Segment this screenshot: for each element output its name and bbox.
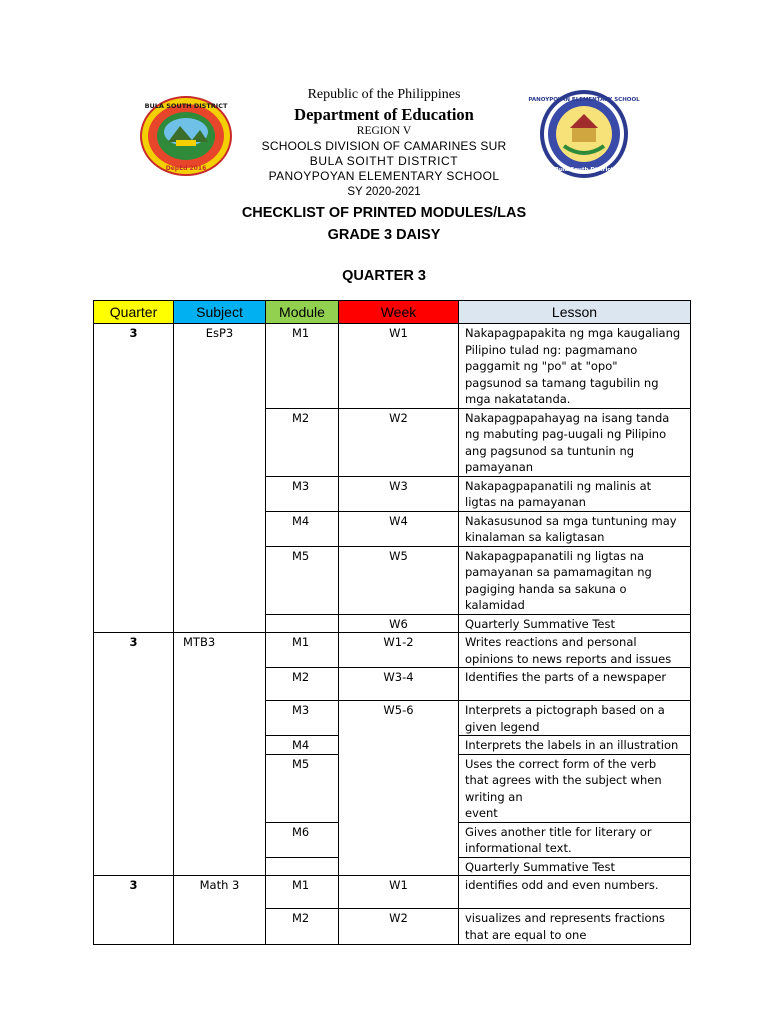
lesson-line: writing an [465, 789, 523, 804]
school-year: SY 2020-2021 [347, 186, 421, 198]
lesson-line: kinalaman sa kaligtasan [465, 530, 605, 544]
week-cell: W6 [339, 614, 459, 633]
week-cell: W2 [339, 909, 459, 945]
lesson-cell [459, 324, 691, 409]
school-name: PANOYPOYAN ELEMENTARY SCHOOL [268, 169, 500, 183]
table-row [94, 324, 691, 409]
lesson-line: Nakapagpapahayag na isang tanda [465, 410, 670, 425]
grade-section: GRADE 3 DAISY [327, 227, 441, 243]
module-cell: M5 [266, 754, 339, 822]
table-header-row [94, 301, 691, 324]
lesson-line: Pilipino tulad ng: pagmamano [465, 342, 638, 357]
module-cell: M1 [266, 324, 339, 409]
lesson-cell [459, 701, 691, 736]
lesson-line: Quarterly Summative Test [465, 859, 616, 874]
table-row [94, 633, 691, 668]
module-cell: M2 [266, 909, 339, 945]
quarter-heading: QUARTER 3 [342, 268, 426, 284]
lesson-cell [459, 668, 691, 701]
table-row [94, 876, 691, 909]
subject-cell: EsP3 [174, 324, 266, 633]
lesson-cell [459, 857, 691, 876]
department-name: Department of Education [294, 105, 474, 124]
lesson-line: visualizes and represents fractions [465, 911, 665, 925]
lesson-line: Nakasusunod sa mga tuntuning may [465, 513, 677, 528]
svg-text:Bula South District: Bula South District [554, 167, 614, 173]
lesson-line: identifies odd and even numbers. [465, 878, 659, 892]
svg-text:DepEd 2016: DepEd 2016 [165, 165, 207, 172]
lesson-cell [459, 876, 691, 909]
lesson-cell [459, 546, 691, 614]
svg-text:PANOYPOYAN ELEMENTARY SCHOOL: PANOYPOYAN ELEMENTARY SCHOOL [528, 97, 640, 103]
lesson-cell [459, 909, 691, 945]
quarter-cell: 3 [94, 324, 174, 633]
module-cell: M2 [266, 408, 339, 476]
lesson-line: Interprets the labels in an illustration [465, 738, 679, 752]
week-cell: W1 [339, 324, 459, 409]
lesson-cell [459, 754, 691, 822]
lesson-cell [459, 476, 691, 511]
quarter-cell: 3 [94, 876, 174, 945]
lesson-line: informational text. [465, 841, 572, 855]
region-line: REGION V [356, 125, 412, 137]
lesson-cell [459, 408, 691, 476]
week-cell: W5-6 [339, 701, 459, 876]
week-cell: W3 [339, 476, 459, 511]
lesson-cell [459, 633, 691, 668]
lesson-line: Writes reactions and personal [465, 635, 637, 649]
module-cell: M5 [266, 546, 339, 614]
lesson-line: kalamidad [465, 598, 525, 612]
republic-line: Republic of the Philippines [307, 87, 461, 102]
header-week: Week [339, 301, 459, 324]
week-cell: W1 [339, 876, 459, 909]
lesson-line: Nakapagpapakita ng mga kaugaliang [465, 326, 681, 340]
lesson-line: ng mabuting pag-uugali ng Pilipino [465, 427, 667, 441]
module-cell: M2 [266, 668, 339, 701]
module-cell: M1 [266, 633, 339, 668]
module-cell: M4 [266, 736, 339, 755]
module-cell [266, 857, 339, 876]
lesson-line: pagiging handa sa sakuna o [465, 581, 627, 596]
lesson-line: Nakapagpapanatili ng ligtas na [465, 548, 645, 563]
week-cell: W1-2 [339, 633, 459, 668]
lesson-line: Nakapagpapanatili ng malinis at [465, 478, 652, 493]
district-line: BULA SOITHT DISTRICT [309, 154, 459, 168]
division-line: SCHOOLS DIVISION OF CAMARINES SUR [261, 139, 507, 153]
subject-cell: Math 3 [174, 876, 266, 945]
module-cell: M3 [266, 701, 339, 736]
lesson-line: paggamit ng "po" at "opo" [465, 359, 618, 373]
week-cell: W5 [339, 546, 459, 614]
header-subject: Subject [174, 301, 266, 324]
week-cell: W4 [339, 511, 459, 546]
lesson-line: that are equal to one [465, 927, 587, 942]
lesson-line: Interprets a pictograph based on a [465, 703, 665, 717]
lesson-line: ligtas na pamayanan [465, 495, 586, 509]
lesson-line: mga nakatatanda. [465, 392, 571, 406]
header-quarter: Quarter [94, 301, 174, 324]
week-cell: W2 [339, 408, 459, 476]
lesson-cell [459, 736, 691, 755]
modules-checklist-table [93, 300, 691, 945]
lesson-line: pamayanan sa pamamagitan ng [465, 565, 652, 579]
lesson-line: event [465, 806, 498, 820]
module-cell [266, 614, 339, 633]
lesson-line: Quarterly Summative Test [465, 616, 616, 631]
lesson-cell [459, 822, 691, 857]
lesson-line: ang pagsunod sa tuntunin ng [465, 443, 635, 458]
lesson-line: Gives another title for literary or [465, 824, 652, 839]
module-cell: M1 [266, 876, 339, 909]
lesson-line: pamayanan [465, 460, 534, 474]
week-cell: W3-4 [339, 668, 459, 701]
lesson-cell [459, 511, 691, 546]
module-cell: M3 [266, 476, 339, 511]
lesson-line: pagsunod sa tamang tagubilin ng [465, 375, 659, 390]
document-title: CHECKLIST OF PRINTED MODULES/LAS [241, 205, 527, 221]
lesson-cell [459, 614, 691, 633]
svg-text:BULA SOUTH DISTRICT: BULA SOUTH DISTRICT [144, 102, 228, 110]
module-cell: M4 [266, 511, 339, 546]
lesson-line: Uses the correct form of the verb [465, 756, 657, 771]
lesson-line: Identifies the parts of a newspaper [465, 670, 667, 684]
lesson-line: given legend [465, 719, 540, 734]
subject-cell: MTB3 [174, 633, 266, 876]
lesson-line: opinions to news reports and issues [465, 651, 672, 666]
header-lesson: Lesson [459, 301, 691, 324]
quarter-cell: 3 [94, 633, 174, 876]
header-module: Module [266, 301, 339, 324]
module-cell: M6 [266, 822, 339, 857]
lesson-line: that agrees with the subject when [465, 773, 662, 787]
